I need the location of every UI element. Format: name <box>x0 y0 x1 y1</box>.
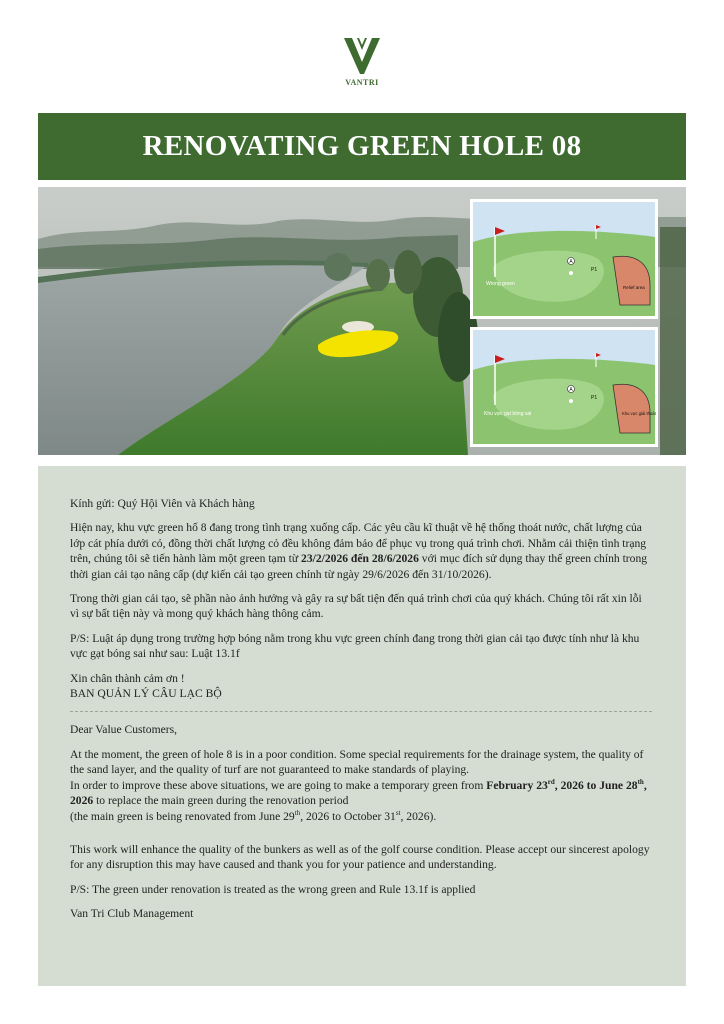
wrong-green-diagram <box>470 199 658 319</box>
vi-paragraph-2: Trong thời gian cải tạo, sẽ phần nào ảnh hưởng và gây ra sự bất tiện đến quá trình chơi của quý khách. Chúng tôi rất xin lỗi vì sự bất tiện này và mong quý khách hàng thông cảm. <box>70 592 642 621</box>
notice-body <box>38 466 686 986</box>
brand-name: VANTRI <box>345 78 379 87</box>
svg-text:P1: P1 <box>591 395 598 401</box>
title-banner <box>38 113 686 180</box>
en-paragraph-3: (the main green is being renovated from June 29th, 2026 to October 31st, 2026). <box>70 808 437 823</box>
aerial-photo <box>38 187 686 455</box>
vantri-logo <box>340 36 384 87</box>
section-divider <box>70 711 652 712</box>
svg-text:Relief area: Relief area <box>623 285 645 290</box>
en-paragraph-2: In order to improve these above situations, we are going to make a temporary green from February 23rd, 2026 to June 28th, 2026 to replace the main green during the renovation period <box>70 777 647 808</box>
svg-text:P1: P1 <box>591 267 598 273</box>
golf-course-illustration <box>38 187 686 455</box>
svg-text:Wrong green: Wrong green <box>486 281 515 287</box>
vantri-v-icon <box>342 36 382 76</box>
page-title: RENOVATING GREEN HOLE 08 <box>142 130 582 162</box>
en-greeting: Dear Value Customers, <box>70 723 178 737</box>
svg-text:A: A <box>569 387 573 393</box>
vi-paragraph-3: P/S: Luật áp dụng trong trường hợp bóng nằm trong khu vực green chính đang trong thời gian cải tạo được tính như là khu vực gạt bóng sai như sau: Luật 13.1f <box>70 631 640 661</box>
vi-signature: BAN QUẢN LÝ CÂU LẠC BỘ <box>70 687 222 701</box>
svg-text:A: A <box>569 259 573 265</box>
svg-text:Khu vực gạt bóng sai: Khu vực gạt bóng sai <box>484 411 532 417</box>
vi-greeting: Kính gửi: Quý Hội Viên và Khách hàng <box>70 497 255 510</box>
vi-paragraph-1: Hiện nay, khu vực green hố 8 đang trong tình trạng xuống cấp. Các yêu cầu kĩ thuật về hệ thống thoát nước, chất lượng của lớp cát phía dưới cỏ, đồng thời chất lượng cỏ đều không đảm bảo để phục vụ trong quá trình chơi. Nhằm cải thiện tình trạng trên, chúng tôi sẽ tiến hành làm một green tạm từ 23/2/2026 đến 28/6/2026 với mục đích sử dụng thay thế green chính trong thời gian cải tạo nâng cấp (dự kiến cải tạo green chính từ ngày 29/6/2026 đến 31/10/2026). <box>70 521 648 581</box>
relief-area-diagram <box>470 327 658 447</box>
vi-thanks: Xin chân thành cảm ơn ! BAN QUẢN LÝ CÂU LẠC BỘ <box>70 671 222 701</box>
en-paragraph-1: At the moment, the green of hole 8 is in a poor condition. Some special requirements for the drainage system, the quality of the sand layer, and the quality of turf are not guaranteed to make standards of playing. <box>70 747 644 777</box>
svg-text:Khu vực giải thoát: Khu vực giải thoát <box>622 411 656 416</box>
en-paragraph-4: This work will enhance the quality of the bunkers as well as of the golf course condition. Please accept our sincerest apology for any disruption this may have caused and thank you for your patience and understanding. <box>70 842 650 872</box>
en-paragraph-5: P/S: The green under renovation is treated as the wrong green and Rule 13.1f is applied <box>70 882 476 896</box>
en-signature: Van Tri Club Management <box>70 907 194 921</box>
